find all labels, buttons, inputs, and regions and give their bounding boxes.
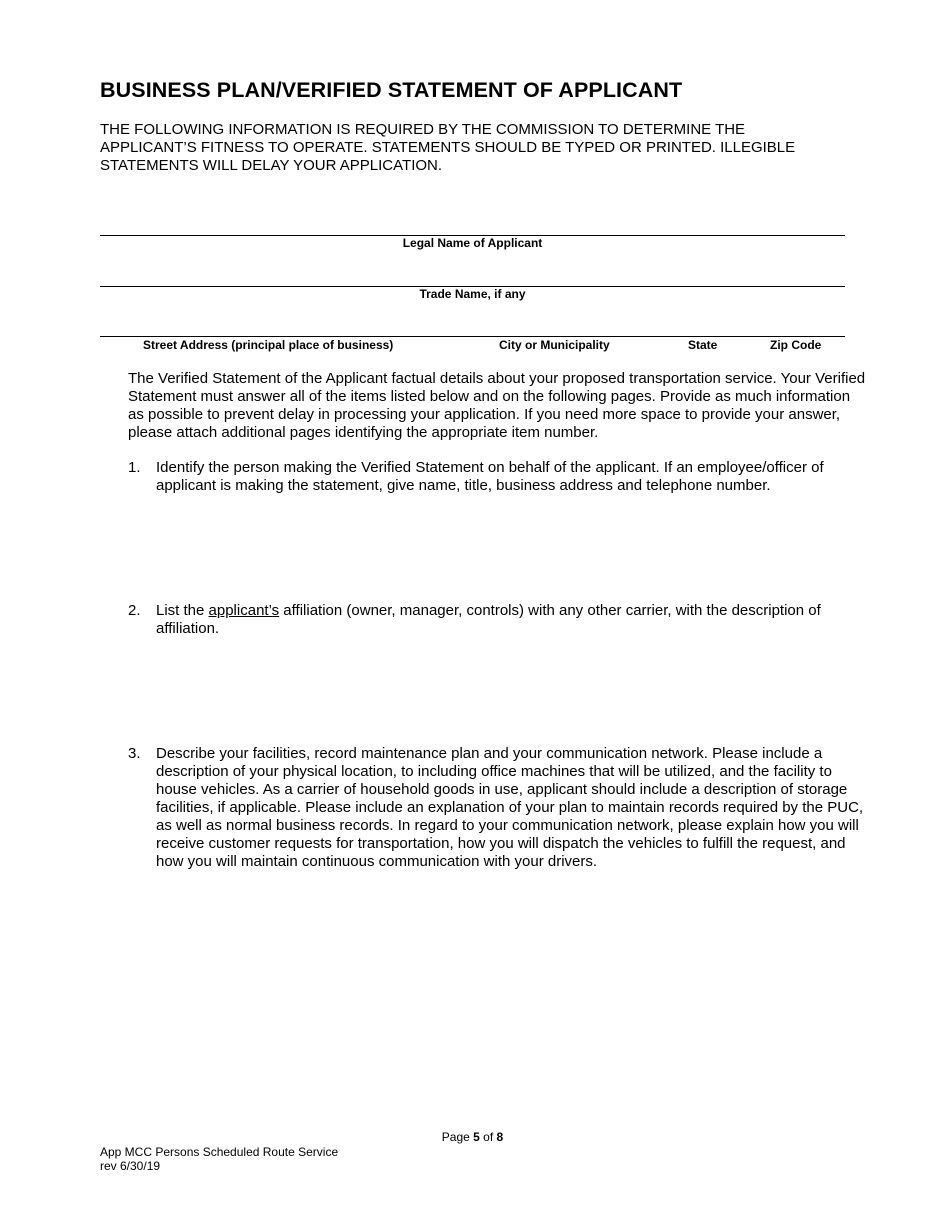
page-number (100, 1130, 845, 1144)
page-of: of (479, 1130, 497, 1144)
verified-statement-description: The Verified Statement of the Applicant factual details about your proposed transportation service. Your Verified Statement must answer all of the items listed below and on the following pages. Provide as much information as possible to prevent delay in processing your application. If you need more space to provide your answer, please attach additional pages identifying the appropriate item number. (128, 370, 866, 441)
item-3-answer-area[interactable] (156, 880, 856, 1110)
item-text-before: List the (156, 602, 209, 619)
item-text-after: affiliation (owner, manager, controls) with any other carrier, with the description of affiliation. (156, 602, 821, 637)
intro-instructions: THE FOLLOWING INFORMATION IS REQUIRED BY THE COMMISSION TO DETERMINE THE APPLICANT’S FITNESS TO OPERATE. STATEMENTS SHOULD BE TYPED OR PRINTED. ILLEGIBLE STATEMENTS WILL DELAY YOUR APPLICATION. (100, 121, 796, 174)
page-current: 5 (473, 1130, 480, 1144)
item-text: Identify the person making the Verified Statement on behalf of the applicant. If an employee/officer of applicant is making the statement, give name, title, business address and telephone number. (156, 459, 824, 494)
zip-code-label: Zip Code (770, 338, 822, 352)
footer-revision: rev 6/30/19 (100, 1159, 161, 1173)
item-text: Describe your facilities, record maintenance plan and your communication network. Please include a description of your physical location, to including office machines that will be utilized, and the facility to house vehicles. As a carrier of household goods in use, applicant should include a description of storage facilities, if applicable. Please include an explanation of your plan to maintain records required by the PUC, as well as normal business records. In regard to your communication network, please explain how you will receive customer requests for transportation, how you will dispatch the vehicles to fulfill the request, and how you will maintain continuous communication with your drivers. (156, 745, 864, 870)
footer-form-name: App MCC Persons Scheduled Route Service (100, 1145, 339, 1159)
item-1-answer-area[interactable] (156, 500, 856, 590)
item-number: 2. (128, 602, 141, 619)
legal-name-label: Legal Name of Applicant (402, 236, 543, 250)
state-label: State (688, 338, 718, 352)
city-label: City or Municipality (499, 338, 610, 352)
page-prefix: Page (441, 1130, 474, 1144)
trade-name-label: Trade Name, if any (419, 287, 526, 301)
page-total: 8 (496, 1130, 504, 1144)
item-text-underlined: applicant’s (208, 602, 280, 619)
item-text (156, 602, 868, 638)
street-address-label: Street Address (principal place of business) (143, 338, 394, 352)
item-number: 3. (128, 745, 141, 762)
item-2-answer-area[interactable] (156, 643, 856, 733)
page-title: BUSINESS PLAN/VERIFIED STATEMENT OF APPLICANT (100, 78, 683, 102)
address-line[interactable] (100, 336, 845, 337)
item-number: 1. (128, 459, 141, 476)
